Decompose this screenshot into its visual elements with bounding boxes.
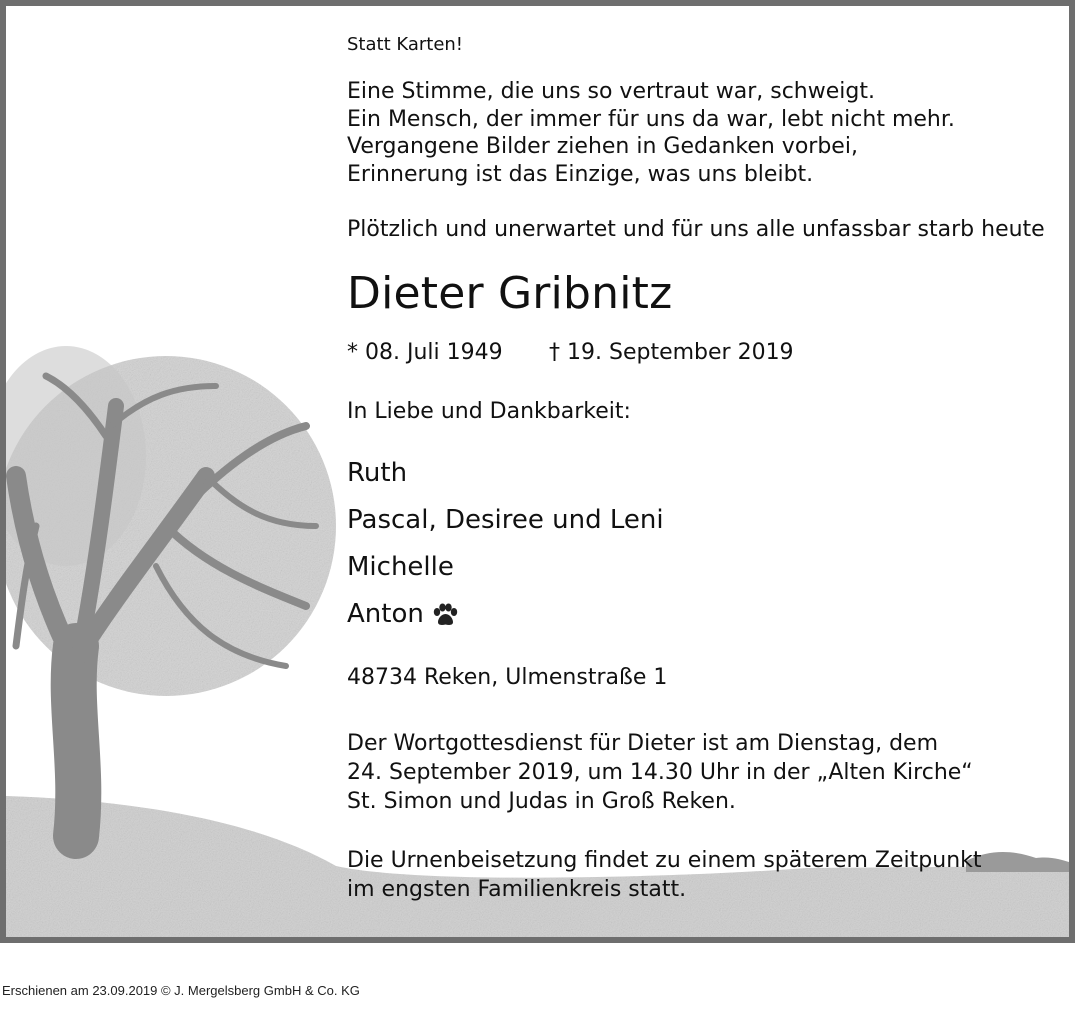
address: 48734 Reken, Ulmenstraße 1: [347, 665, 668, 690]
burial-line-2: im engsten Familienkreis statt.: [347, 877, 687, 902]
family-member: Michelle: [347, 552, 454, 582]
burial-line-1: Die Urnenbeisetzung findet zu einem späterem Zeitpunkt: [347, 848, 982, 873]
birth-date: * 08. Juli 1949: [347, 340, 503, 365]
family-member: Pascal, Desiree und Leni: [347, 505, 664, 535]
publication-note: Erschienen am 23.09.2019 © J. Mergelsberg GmbH & Co. KG: [2, 983, 360, 998]
service-line-3: St. Simon und Judas in Groß Reken.: [347, 789, 736, 814]
gratitude-line: In Liebe und Dankbarkeit:: [347, 399, 631, 424]
family-member-anton: [347, 599, 458, 629]
poem-line-3: Vergangene Bilder ziehen in Gedanken vorbei,: [347, 134, 858, 159]
paw-print-icon: [432, 603, 458, 627]
death-date: † 19. September 2019: [549, 340, 794, 365]
poem-line-1: Eine Stimme, die uns so vertraut war, schweigt.: [347, 79, 875, 104]
intro-line: Plötzlich und unerwartet und für uns alle unfassbar starb heute: [347, 217, 1045, 242]
family-member: Ruth: [347, 458, 408, 488]
poem-line-2: Ein Mensch, der immer für uns da war, lebt nicht mehr.: [347, 107, 955, 132]
header-line: Statt Karten!: [347, 34, 464, 55]
service-line-1: Der Wortgottesdienst für Dieter ist am Dienstag, dem: [347, 731, 939, 756]
service-line-2: 24. September 2019, um 14.30 Uhr in der „Alten Kirche“: [347, 760, 973, 785]
family-member: Anton: [347, 599, 424, 629]
deceased-name: Dieter Gribnitz: [347, 268, 673, 319]
poem-line-4: Erinnerung ist das Einzige, was uns bleibt.: [347, 162, 814, 187]
